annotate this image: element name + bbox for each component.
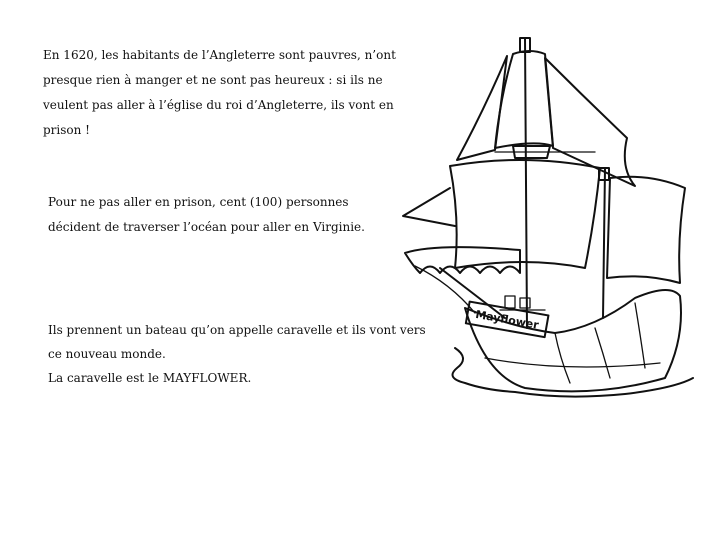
- text-line: ce nouveau monde.: [48, 347, 166, 361]
- intro-paragraph: [43, 43, 396, 143]
- text-line: prison !: [43, 123, 91, 137]
- main-mast: [525, 38, 527, 328]
- jib-sail: [403, 188, 455, 226]
- text-line: Ils prennent un bateau qu’on appelle caravelle et ils vont vers: [48, 323, 426, 337]
- ship-name-sign: [466, 302, 549, 338]
- text-line: Pour ne pas aller en prison, cent (100) personnes: [48, 195, 349, 209]
- text-line: veulent pas aller à l’église du roi d’Angleterre, ils vont en: [43, 98, 394, 112]
- ship-name-text: Mayflower: [474, 307, 540, 332]
- left-lateen-sail: [457, 56, 507, 160]
- text-line: En 1620, les habitants de l’Angleterre sont pauvres, n’ont: [43, 48, 396, 62]
- mayflower-ship-illustration: [395, 28, 700, 403]
- ship-paragraph: [48, 318, 426, 390]
- departure-paragraph: [48, 190, 365, 240]
- text-line: La caravelle est le MAYFLOWER.: [48, 371, 252, 385]
- fore-sail: [607, 177, 685, 283]
- text-line: décident de traverser l’océan pour aller en Virginie.: [48, 220, 365, 234]
- fore-mast: [603, 168, 605, 318]
- sea-waves: [453, 348, 694, 397]
- ship-hull: [465, 290, 681, 391]
- text-line: presque rien à manger et ne sont pas heureux : si ils ne: [43, 73, 383, 87]
